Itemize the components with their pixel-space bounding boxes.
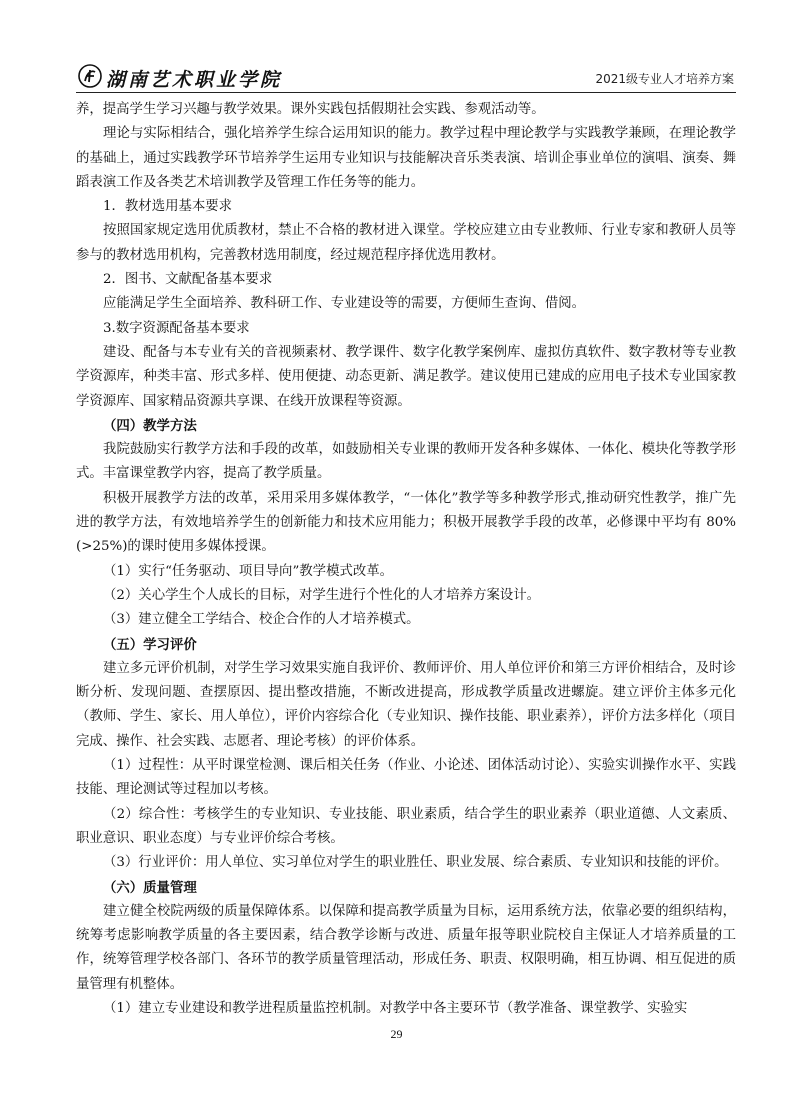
paragraph: 积极开展教学方法的改革，采用采用多媒体教学，“一体化”教学等多种教学形式,推动研究性教学，推广先进的教学方法，有效地培养学生的创新能力和技术应用能力；积极开展教学手段的改革，必修课中平均有 80%(>25%)的课时使用多媒体授课。 bbox=[76, 490, 736, 555]
page-body bbox=[76, 98, 736, 1021]
header-divider bbox=[76, 92, 736, 93]
page-number: 29 bbox=[390, 1027, 403, 1041]
list-item: （3）行业评价：用人单位、实习单位对学生的职业胜任、职业发展、综合素质、专业知识和技能的评价。 bbox=[103, 855, 728, 871]
paragraph: 按照国家规定选用优质教材，禁止不合格的教材进入课堂。学校应建立由专业教师、行业专家和教研人员等参与的教材选用机构，完善教材选用制度，经过规范程序择优选用教材。 bbox=[76, 223, 736, 263]
list-item: （1）过程性：从平时课堂检测、课后相关任务（作业、小论述、团体活动讨论）、实验实训操作水平、实践技能、理论测试等过程加以考核。 bbox=[76, 758, 736, 798]
paragraph: 建设、配备与本专业有关的音视频素材、教学课件、数字化教学案例库、虚拟仿真软件、数字教材等专业教学资源库，种类丰富、形式多样、使用便捷、动态更新、满足教学。建议使用已建成的应用电子技术专业国家教学资源库、国家精品资源共享课、在线开放课程等资源。 bbox=[76, 344, 736, 409]
subheading: 1．教材选用基本要求 bbox=[103, 199, 233, 215]
page-header bbox=[76, 62, 736, 92]
paragraph: 我院鼓励实行教学方法和手段的改革，如鼓励相关专业课的教师开发各种多媒体、一体化、模块化等教学形式。丰富课堂教学内容，提高了教学质量。 bbox=[76, 442, 736, 482]
list-item: （2）综合性：考核学生的专业知识、专业技能、职业素质，结合学生的职业素养（职业道德、人文素质、职业意识、职业态度）与专业评价综合考核。 bbox=[76, 806, 736, 846]
list-item: （3）建立健全工学结合、校企合作的人才培养模式。 bbox=[103, 612, 420, 628]
school-name-logo: 湖南艺术职业学院 bbox=[106, 69, 283, 91]
subheading: 2．图书、文献配备基本要求 bbox=[103, 272, 273, 288]
list-item: （1）建立专业建设和教学进程质量监控机制。对教学中各主要环节（教学准备、课堂教学、实验实 bbox=[103, 1000, 688, 1016]
section-heading: （五）学习评价 bbox=[103, 636, 197, 653]
paragraph: 理论与实际相结合，强化培养学生综合运用知识的能力。教学过程中理论教学与实践教学兼顾，在理论教学的基础上，通过实践教学环节培养学生运用专业知识与技能解决音乐类表演、培训企事业单位的演唱、演奏、舞蹈表演工作及各类艺术培训教学及管理工作任务等的能力。 bbox=[76, 126, 736, 190]
document-title: 2021级专业人才培养方案 bbox=[595, 72, 734, 86]
subheading: 3.数字资源配备基本要求 bbox=[103, 320, 250, 336]
paragraph: 养，提高学生学习兴趣与教学效果。课外实践包括假期社会实践、参观活动等。 bbox=[76, 102, 545, 117]
paragraph: 建立健全校院两级的质量保障体系。以保障和提高教学质量为目标，运用系统方法，依靠必要的组织结构，统筹考虑影响教学质量的各主要因素，结合教学诊断与改进、质量年报等职业院校自主保证人才培养质量的工作，统筹管理学校各部门、各环节的教学质量管理活动，形成任务、职责、权限明确，相互协调、相互促进的质量管理有机整体。 bbox=[76, 903, 736, 992]
list-item: （1）实行“任务驱动、项目导向”教学模式改革。 bbox=[103, 563, 394, 579]
paragraph: 建立多元评价机制，对学生学习效果实施自我评价、教师评价、用人单位评价和第三方评价相结合，及时诊断分析、发现问题、查摆原因、提出整改措施，不断改进提高，形成教学质量改进螺旋。建立评价主体多元化（教师、学生、家长、用人单位），评价内容综合化（专业知识、操作技能、职业素养），评价方法多样化（项目完成、操作、社会实践、志愿者、理论考核）的评价体系。 bbox=[76, 660, 736, 749]
school-logo-icon bbox=[78, 64, 102, 88]
paragraph: 应能满足学生全面培养、教科研工作、专业建设等的需要，方便师生查询、借阅。 bbox=[103, 296, 586, 312]
section-heading: （六）质量管理 bbox=[103, 879, 197, 896]
section-heading: （四）教学方法 bbox=[103, 417, 197, 434]
list-item: （2）关心学生个人成长的目标，对学生进行个性化的人才培养方案设计。 bbox=[103, 587, 541, 603]
